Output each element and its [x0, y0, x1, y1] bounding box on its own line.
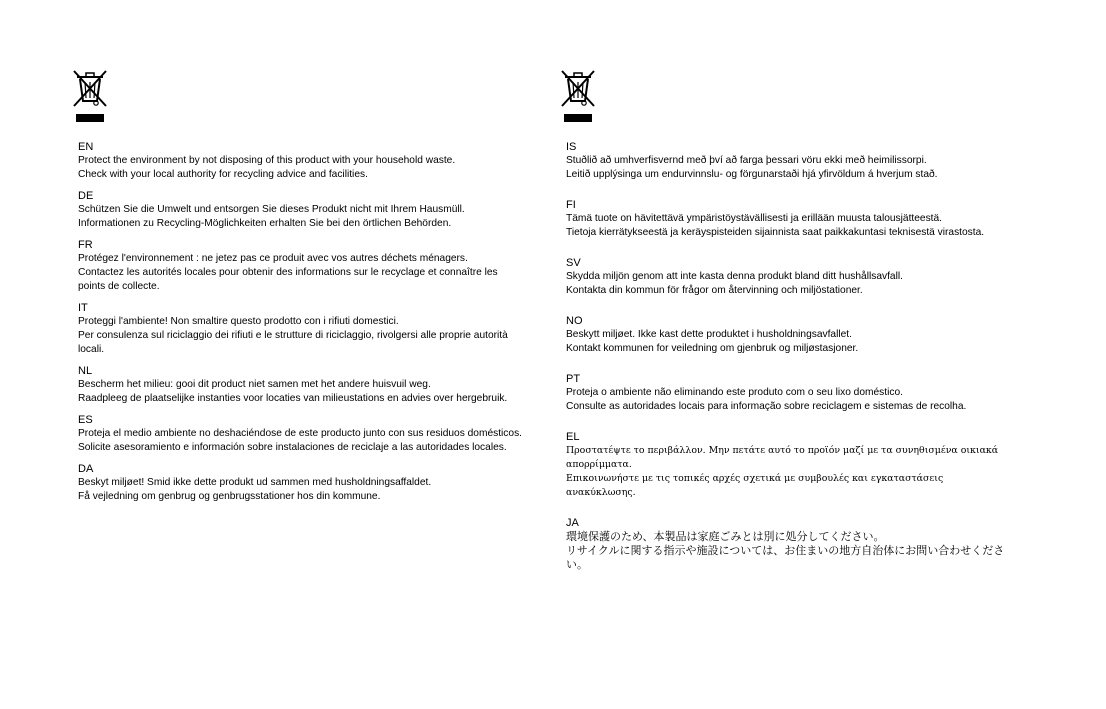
lang-code: PT	[566, 373, 581, 385]
lang-block-de	[78, 189, 526, 231]
lang-code: FI	[566, 199, 576, 211]
lang-code: EL	[566, 431, 580, 443]
weee-crossed-bin-icon	[560, 70, 596, 126]
lang-text-line: Proteja o ambiente não eliminando este produto com o seu lixo doméstico.	[566, 387, 903, 398]
lang-text-line: Tietoja kierrätykseestä ja keräyspisteiden sijainnista saat paikkakuntasi teknisestä virastosta.	[566, 227, 985, 238]
lang-code: NO	[566, 315, 583, 327]
lang-block-fi	[566, 198, 1014, 240]
lang-text-line: Tämä tuote on hävitettävä ympäristöystävällisesti ja erillään muusta talousjätteestä.	[566, 213, 942, 224]
lang-text-line: Beskytt miljøet. Ikke kast dette produktet i husholdningsavfallet.	[566, 329, 852, 340]
lang-text-line: Informationen zu Recycling-Möglichkeiten erhalten Sie bei den örtlichen Behörden.	[78, 218, 452, 229]
lang-text-line: Schützen Sie die Umwelt und entsorgen Sie dieses Produkt nicht mit Ihrem Hausmüll.	[78, 204, 465, 215]
lang-text-line: Proteja el medio ambiente no deshaciéndose de este producto junto con sus residuos domésticos.	[78, 428, 522, 439]
lang-text-line: Check with your local authority for recycling advice and facilities.	[78, 169, 368, 180]
weee-crossed-bin-icon	[72, 70, 108, 126]
lang-block-it	[78, 301, 526, 357]
lang-block-sv	[566, 256, 1014, 298]
left-column	[78, 70, 526, 511]
lang-block-en	[78, 140, 526, 182]
lang-code: SV	[566, 257, 581, 269]
lang-text-line: 環境保護のため、本製品は家庭ごみとは別に処分してください。	[566, 530, 885, 543]
lang-block-es	[78, 413, 526, 455]
lang-text-line: Επικοινωνήστε με τις τοπικές αρχές σχετικά με συμβουλές και εγκαταστάσεις ανακύκλωσης.	[566, 473, 944, 498]
lang-block-no	[566, 314, 1014, 356]
lang-text-line: リサイクルに関する指示や施設については、お住まいの地方自治体にお問い合わせください。	[566, 544, 1005, 571]
lang-block-is	[566, 140, 1014, 182]
lang-text-line: Beskyt miljøet! Smid ikke dette produkt ud sammen med husholdningsaffaldet.	[78, 477, 432, 488]
lang-code: JA	[566, 517, 579, 529]
lang-text-line: Consulte as autoridades locais para informação sobre reciclagem e sistemas de recolha.	[566, 401, 967, 412]
lang-code: NL	[78, 365, 93, 377]
lang-block-fr	[78, 238, 526, 294]
lang-text-line: Προστατέψτε το περιβάλλον. Μην πετάτε αυτό το προϊόν μαζί με τα συνηθισμένα οικιακά απορρίμματα.	[566, 445, 999, 470]
lang-text-line: Få vejledning om genbrug og genbrugsstationer hos din kommune.	[78, 491, 381, 502]
lang-text-line: Contactez les autorités locales pour obtenir des informations sur le recyclage et connaître les points de collecte.	[78, 267, 498, 292]
lang-block-nl	[78, 364, 526, 406]
lang-text-line: Per consulenza sul riciclaggio dei rifiuti e le strutture di riciclaggio, rivolgersi alle proprie autorità locali.	[78, 330, 508, 355]
lang-code: EN	[78, 141, 94, 153]
lang-text-line: Stuðlið að umhverfisvernd með því að farga þessari vöru ekki með heimilissorpi.	[566, 155, 927, 166]
lang-text-line: Protégez l'environnement : ne jetez pas ce produit avec vos autres déchets ménagers.	[78, 253, 468, 264]
lang-code: DA	[78, 463, 94, 475]
lang-text-line: Kontakta din kommun för frågor om återvinning och miljöstationer.	[566, 285, 863, 296]
lang-block-el	[566, 430, 1014, 500]
lang-block-pt	[566, 372, 1014, 414]
lang-block-da	[78, 462, 526, 504]
lang-code: IT	[78, 302, 88, 314]
lang-code: ES	[78, 414, 93, 426]
lang-code: IS	[566, 141, 577, 153]
lang-code: FR	[78, 239, 93, 251]
right-column	[566, 70, 1014, 579]
lang-text-line: Solicite asesoramiento e información sobre instalaciones de reciclaje a las autoridades locales.	[78, 442, 507, 453]
lang-text-line: Kontakt kommunen for veiledning om gjenbruk og miljøstasjoner.	[566, 343, 859, 354]
lang-text-line: Bescherm het milieu: gooi dit product niet samen met het andere huisvuil weg.	[78, 379, 431, 390]
lang-text-line: Proteggi l'ambiente! Non smaltire questo prodotto con i rifiuti domestici.	[78, 316, 399, 327]
lang-code: DE	[78, 190, 94, 202]
lang-text-line: Raadpleeg de plaatselijke instanties voor locaties van milieustations en advies over hergebruik.	[78, 393, 508, 404]
lang-text-line: Leitið upplýsinga um endurvinnslu- og förgunarstaði hjá yfirvöldum á hverjum stað.	[566, 169, 938, 180]
lang-text-line: Protect the environment by not disposing of this product with your household waste.	[78, 155, 456, 166]
lang-text-line: Skydda miljön genom att inte kasta denna produkt bland ditt hushållsavfall.	[566, 271, 903, 282]
lang-block-ja	[566, 516, 1014, 572]
